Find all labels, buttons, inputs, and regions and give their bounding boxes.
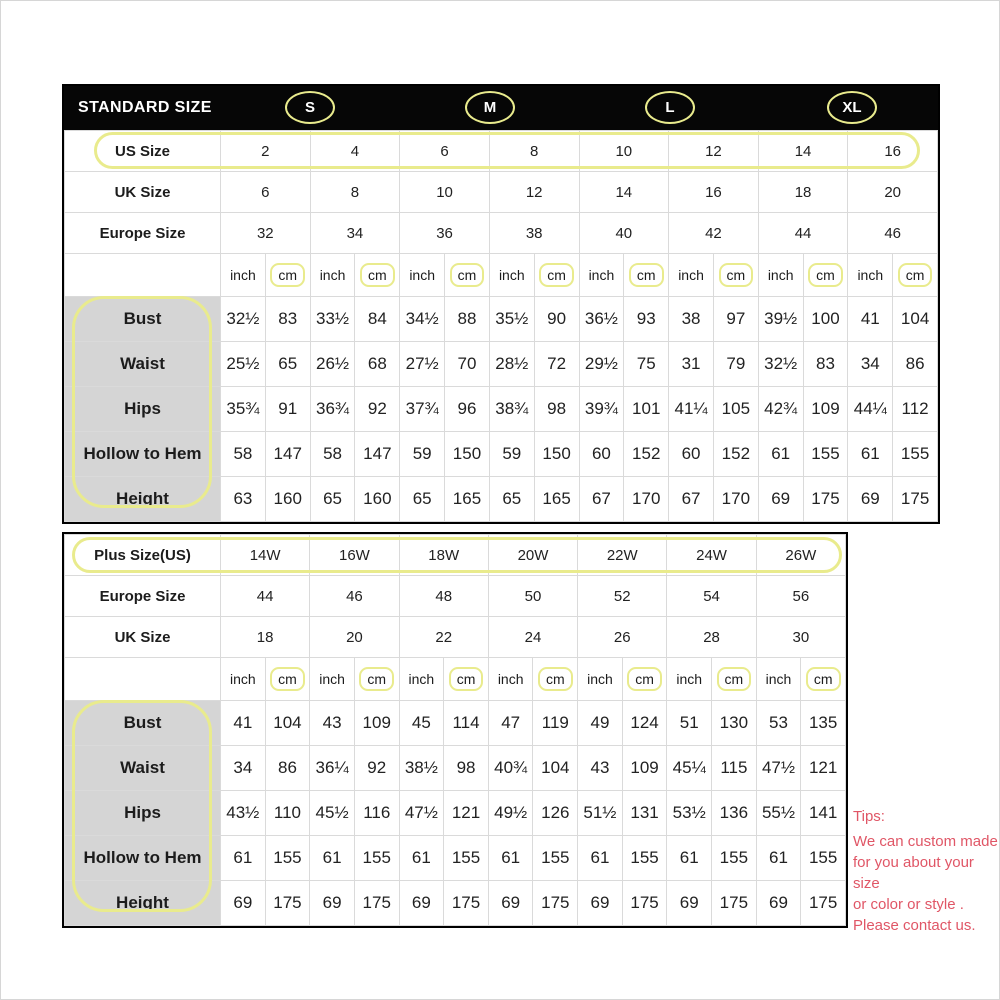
- measurement-value: 61: [848, 432, 893, 477]
- measurement-value: 69: [578, 881, 623, 926]
- measurement-value: 51½: [578, 791, 623, 836]
- measurement-value: 67: [669, 477, 714, 522]
- size-value: 44: [758, 213, 848, 254]
- row-label: US Size: [65, 131, 221, 172]
- measurement-value: 38½: [399, 746, 444, 791]
- measurement-value: 25½: [221, 342, 266, 387]
- cm-unit: [354, 658, 399, 701]
- measurement-value: 170: [624, 477, 669, 522]
- cm-highlight-box: cm: [449, 667, 484, 691]
- measurement-value: 79: [713, 342, 758, 387]
- measurement-value: 61: [399, 836, 444, 881]
- size-value: 4: [310, 131, 400, 172]
- measurement-value: 69: [667, 881, 712, 926]
- size-value: 36: [400, 213, 490, 254]
- measurement-value: 175: [803, 477, 848, 522]
- measurement-value: 165: [445, 477, 490, 522]
- measurement-value: 69: [758, 477, 803, 522]
- size-badge-s: S: [285, 91, 335, 124]
- measurement-value: 49½: [488, 791, 533, 836]
- measurement-value: 65: [489, 477, 534, 522]
- cm-highlight-box: cm: [719, 263, 754, 287]
- tips-line: Please contact us.: [853, 917, 976, 934]
- measurement-label: Bust: [65, 297, 221, 342]
- size-value: 42: [669, 213, 759, 254]
- measurement-value: 58: [310, 432, 355, 477]
- size-value: 18: [758, 172, 848, 213]
- row-label: UK Size: [65, 172, 221, 213]
- measurement-value: 86: [893, 342, 938, 387]
- measurement-value: 43: [310, 701, 355, 746]
- measurement-value: 155: [354, 836, 399, 881]
- measurement-value: 47: [488, 701, 533, 746]
- measurement-value: 147: [265, 432, 310, 477]
- measurement-value: 110: [265, 791, 310, 836]
- measurement-value: 112: [893, 387, 938, 432]
- plus-size-table: [62, 532, 848, 928]
- cm-highlight-box: cm: [627, 667, 662, 691]
- measurement-value: 75: [624, 342, 669, 387]
- unit-row-label: [65, 254, 221, 297]
- tips-heading: Tips:: [853, 808, 885, 825]
- measurement-value: 27½: [400, 342, 445, 387]
- size-value: 40: [579, 213, 669, 254]
- measurement-value: 116: [354, 791, 399, 836]
- tips-note: [853, 806, 998, 936]
- measurement-value: 51: [667, 701, 712, 746]
- measurement-value: 109: [803, 387, 848, 432]
- row-label: Europe Size: [65, 576, 221, 617]
- standard-size-table: [62, 84, 940, 524]
- measurement-value: 41: [848, 297, 893, 342]
- cm-highlight-box: cm: [270, 263, 305, 287]
- measurement-value: 40¾: [488, 746, 533, 791]
- cm-highlight-box: cm: [450, 263, 485, 287]
- measurement-value: 109: [354, 701, 399, 746]
- size-value: 12: [489, 172, 579, 213]
- cm-unit: [622, 658, 667, 701]
- measurement-value: 29½: [579, 342, 624, 387]
- size-value: 26W: [756, 535, 845, 576]
- measurement-value: 175: [622, 881, 667, 926]
- row-label: UK Size: [65, 617, 221, 658]
- measurement-label: Hips: [65, 387, 221, 432]
- measurement-value: 155: [712, 836, 757, 881]
- cm-unit: [893, 254, 938, 297]
- size-value: 46: [310, 576, 399, 617]
- cm-unit: [533, 658, 578, 701]
- measurement-value: 53½: [667, 791, 712, 836]
- size-row: [65, 213, 938, 254]
- size-value: 18W: [399, 535, 488, 576]
- inch-unit: inch: [848, 254, 893, 297]
- measurement-value: 141: [801, 791, 846, 836]
- measurement-value: 49: [578, 701, 623, 746]
- measurement-value: 60: [579, 432, 624, 477]
- size-value: 20: [848, 172, 938, 213]
- size-value: 22W: [578, 535, 667, 576]
- measurement-value: 70: [445, 342, 490, 387]
- cm-unit: [265, 254, 310, 297]
- measurement-value: 43: [578, 746, 623, 791]
- measurement-value: 34: [221, 746, 266, 791]
- standard-size-title: STANDARD SIZE: [78, 99, 212, 116]
- tips-line: or color or style .: [853, 896, 964, 913]
- measurement-value: 114: [444, 701, 489, 746]
- cm-unit: [803, 254, 848, 297]
- unit-row: [65, 658, 846, 701]
- size-row: [65, 535, 846, 576]
- measurement-value: 175: [801, 881, 846, 926]
- size-value: 30: [756, 617, 845, 658]
- size-value: 50: [488, 576, 577, 617]
- measurement-value: 69: [488, 881, 533, 926]
- inch-unit: inch: [756, 658, 801, 701]
- measurement-row: [65, 432, 938, 477]
- size-value: 18: [221, 617, 310, 658]
- measurement-label: Height: [65, 881, 221, 926]
- size-value: 34: [310, 213, 400, 254]
- size-value: 26: [578, 617, 667, 658]
- size-value: 20W: [488, 535, 577, 576]
- size-value: 10: [400, 172, 490, 213]
- measurement-label: Height: [65, 477, 221, 522]
- measurement-value: 45: [399, 701, 444, 746]
- measurement-value: 59: [489, 432, 534, 477]
- size-badge-l: L: [645, 91, 695, 124]
- measurement-value: 98: [444, 746, 489, 791]
- row-label: Plus Size(US): [65, 535, 221, 576]
- measurement-value: 160: [265, 477, 310, 522]
- measurement-value: 115: [712, 746, 757, 791]
- measurement-value: 31: [669, 342, 714, 387]
- measurement-value: 150: [534, 432, 579, 477]
- measurement-value: 55½: [756, 791, 801, 836]
- measurement-value: 69: [310, 881, 355, 926]
- inch-unit: inch: [579, 254, 624, 297]
- size-value: 24: [488, 617, 577, 658]
- size-value: 54: [667, 576, 756, 617]
- size-row: [65, 576, 846, 617]
- inch-unit: inch: [669, 254, 714, 297]
- size-value: 28: [667, 617, 756, 658]
- inch-unit: inch: [221, 658, 266, 701]
- measurement-value: 39¾: [579, 387, 624, 432]
- measurement-value: 175: [265, 881, 310, 926]
- measurement-value: 59: [400, 432, 445, 477]
- measurement-value: 92: [355, 387, 400, 432]
- measurement-value: 68: [355, 342, 400, 387]
- measurement-label: Hollow to Hem: [65, 836, 221, 881]
- measurement-value: 65: [400, 477, 445, 522]
- cm-highlight-box: cm: [539, 263, 574, 287]
- measurement-value: 32½: [221, 297, 266, 342]
- inch-unit: inch: [489, 254, 534, 297]
- measurement-value: 58: [221, 432, 266, 477]
- measurement-value: 155: [803, 432, 848, 477]
- size-value: 6: [221, 172, 311, 213]
- measurement-value: 105: [713, 387, 758, 432]
- measurement-value: 147: [355, 432, 400, 477]
- unit-row: [65, 254, 938, 297]
- size-value: 22: [399, 617, 488, 658]
- measurement-value: 155: [893, 432, 938, 477]
- measurement-value: 61: [756, 836, 801, 881]
- measurement-value: 43½: [221, 791, 266, 836]
- measurement-row: [65, 701, 846, 746]
- measurement-value: 39½: [758, 297, 803, 342]
- cm-highlight-box: cm: [808, 263, 843, 287]
- measurement-value: 175: [533, 881, 578, 926]
- measurement-value: 119: [533, 701, 578, 746]
- cm-unit: [445, 254, 490, 297]
- size-value: 24W: [667, 535, 756, 576]
- measurement-value: 34½: [400, 297, 445, 342]
- tips-lines: [853, 831, 998, 936]
- measurement-value: 101: [624, 387, 669, 432]
- cm-highlight-box: cm: [806, 667, 841, 691]
- inch-unit: inch: [667, 658, 712, 701]
- measurement-value: 97: [713, 297, 758, 342]
- measurement-value: 93: [624, 297, 669, 342]
- measurement-value: 130: [712, 701, 757, 746]
- inch-unit: inch: [310, 254, 355, 297]
- measurement-value: 45¼: [667, 746, 712, 791]
- measurement-value: 61: [578, 836, 623, 881]
- measurement-value: 175: [893, 477, 938, 522]
- measurement-value: 41¼: [669, 387, 714, 432]
- inch-unit: inch: [488, 658, 533, 701]
- measurement-value: 61: [310, 836, 355, 881]
- measurement-value: 152: [713, 432, 758, 477]
- inch-unit: inch: [400, 254, 445, 297]
- size-value: 8: [489, 131, 579, 172]
- size-row: [65, 617, 846, 658]
- standard-size-grid: [64, 130, 938, 522]
- measurement-value: 69: [756, 881, 801, 926]
- measurement-value: 175: [354, 881, 399, 926]
- measurement-value: 63: [221, 477, 266, 522]
- measurement-row: [65, 477, 938, 522]
- cm-unit: [265, 658, 310, 701]
- measurement-value: 38: [669, 297, 714, 342]
- measurement-value: 36¼: [310, 746, 355, 791]
- tips-line: for you about your size: [853, 854, 974, 892]
- size-value: 12: [669, 131, 759, 172]
- measurement-value: 175: [712, 881, 757, 926]
- size-value: 14: [758, 131, 848, 172]
- measurement-value: 53: [756, 701, 801, 746]
- size-value: 16: [848, 131, 938, 172]
- cm-highlight-box: cm: [538, 667, 573, 691]
- measurement-label: Hips: [65, 791, 221, 836]
- size-value: 44: [221, 576, 310, 617]
- measurement-value: 65: [310, 477, 355, 522]
- measurement-value: 28½: [489, 342, 534, 387]
- inch-unit: inch: [221, 254, 266, 297]
- measurement-value: 37¾: [400, 387, 445, 432]
- measurement-value: 136: [712, 791, 757, 836]
- cm-unit: [444, 658, 489, 701]
- measurement-value: 42¾: [758, 387, 803, 432]
- size-badge-xl: XL: [827, 91, 877, 124]
- measurement-value: 124: [622, 701, 667, 746]
- measurement-value: 72: [534, 342, 579, 387]
- measurement-value: 65: [265, 342, 310, 387]
- measurement-value: 160: [355, 477, 400, 522]
- size-value: 48: [399, 576, 488, 617]
- measurement-value: 26½: [310, 342, 355, 387]
- measurement-value: 45½: [310, 791, 355, 836]
- measurement-value: 109: [622, 746, 667, 791]
- inch-unit: inch: [758, 254, 803, 297]
- measurement-value: 61: [221, 836, 266, 881]
- measurement-value: 32½: [758, 342, 803, 387]
- measurement-value: 69: [848, 477, 893, 522]
- cm-unit: [712, 658, 757, 701]
- measurement-value: 150: [445, 432, 490, 477]
- cm-highlight-box: cm: [629, 263, 664, 287]
- measurement-value: 83: [265, 297, 310, 342]
- measurement-value: 155: [622, 836, 667, 881]
- cm-highlight-box: cm: [360, 263, 395, 287]
- measurement-value: 83: [803, 342, 848, 387]
- measurement-value: 41: [221, 701, 266, 746]
- measurement-row: [65, 881, 846, 926]
- size-value: 56: [756, 576, 845, 617]
- measurement-value: 104: [533, 746, 578, 791]
- measurement-value: 88: [445, 297, 490, 342]
- size-row: [65, 172, 938, 213]
- measurement-value: 61: [488, 836, 533, 881]
- measurement-value: 170: [713, 477, 758, 522]
- measurement-value: 98: [534, 387, 579, 432]
- size-value: 16: [669, 172, 759, 213]
- measurement-value: 36½: [579, 297, 624, 342]
- size-value: 14W: [221, 535, 310, 576]
- measurement-value: 155: [444, 836, 489, 881]
- measurement-value: 38¾: [489, 387, 534, 432]
- measurement-value: 33½: [310, 297, 355, 342]
- measurement-value: 104: [893, 297, 938, 342]
- measurement-label: Waist: [65, 342, 221, 387]
- measurement-label: Waist: [65, 746, 221, 791]
- measurement-value: 35¾: [221, 387, 266, 432]
- size-value: 2: [221, 131, 311, 172]
- size-row: [65, 131, 938, 172]
- cm-highlight-box: cm: [270, 667, 305, 691]
- cm-highlight-box: cm: [717, 667, 752, 691]
- measurement-value: 35½: [489, 297, 534, 342]
- inch-unit: inch: [578, 658, 623, 701]
- measurement-label: Hollow to Hem: [65, 432, 221, 477]
- measurement-value: 36¾: [310, 387, 355, 432]
- unit-row-label: [65, 658, 221, 701]
- measurement-value: 121: [801, 746, 846, 791]
- standard-size-header-bar: [64, 86, 938, 130]
- size-value: 52: [578, 576, 667, 617]
- size-badge-m: M: [465, 91, 515, 124]
- measurement-value: 44¼: [848, 387, 893, 432]
- measurement-value: 126: [533, 791, 578, 836]
- measurement-row: [65, 342, 938, 387]
- size-value: 8: [310, 172, 400, 213]
- measurement-value: 131: [622, 791, 667, 836]
- cm-highlight-box: cm: [898, 263, 933, 287]
- measurement-value: 96: [445, 387, 490, 432]
- cm-unit: [624, 254, 669, 297]
- measurement-value: 84: [355, 297, 400, 342]
- measurement-row: [65, 746, 846, 791]
- measurement-value: 47½: [756, 746, 801, 791]
- measurement-value: 34: [848, 342, 893, 387]
- measurement-row: [65, 791, 846, 836]
- measurement-value: 67: [579, 477, 624, 522]
- measurement-value: 69: [399, 881, 444, 926]
- cm-unit: [713, 254, 758, 297]
- inch-unit: inch: [399, 658, 444, 701]
- measurement-value: 152: [624, 432, 669, 477]
- measurement-value: 121: [444, 791, 489, 836]
- cm-unit: [801, 658, 846, 701]
- measurement-value: 155: [265, 836, 310, 881]
- measurement-value: 90: [534, 297, 579, 342]
- measurement-value: 69: [221, 881, 266, 926]
- measurement-value: 104: [265, 701, 310, 746]
- size-value: 46: [848, 213, 938, 254]
- size-value: 16W: [310, 535, 399, 576]
- measurement-value: 92: [354, 746, 399, 791]
- measurement-row: [65, 297, 938, 342]
- measurement-value: 100: [803, 297, 848, 342]
- size-value: 38: [489, 213, 579, 254]
- size-value: 6: [400, 131, 490, 172]
- row-label: Europe Size: [65, 213, 221, 254]
- measurement-value: 91: [265, 387, 310, 432]
- measurement-value: 86: [265, 746, 310, 791]
- measurement-value: 47½: [399, 791, 444, 836]
- cm-unit: [534, 254, 579, 297]
- measurement-value: 61: [667, 836, 712, 881]
- size-value: 10: [579, 131, 669, 172]
- measurement-row: [65, 387, 938, 432]
- measurement-row: [65, 836, 846, 881]
- measurement-value: 60: [669, 432, 714, 477]
- inch-unit: inch: [310, 658, 355, 701]
- measurement-value: 155: [533, 836, 578, 881]
- size-value: 20: [310, 617, 399, 658]
- measurement-value: 135: [801, 701, 846, 746]
- cm-unit: [355, 254, 400, 297]
- tips-line: We can custom made: [853, 833, 998, 850]
- measurement-value: 175: [444, 881, 489, 926]
- cm-highlight-box: cm: [359, 667, 394, 691]
- size-value: 14: [579, 172, 669, 213]
- measurement-value: 165: [534, 477, 579, 522]
- measurement-value: 61: [758, 432, 803, 477]
- measurement-label: Bust: [65, 701, 221, 746]
- measurement-value: 155: [801, 836, 846, 881]
- plus-size-grid: [64, 534, 846, 926]
- size-value: 32: [221, 213, 311, 254]
